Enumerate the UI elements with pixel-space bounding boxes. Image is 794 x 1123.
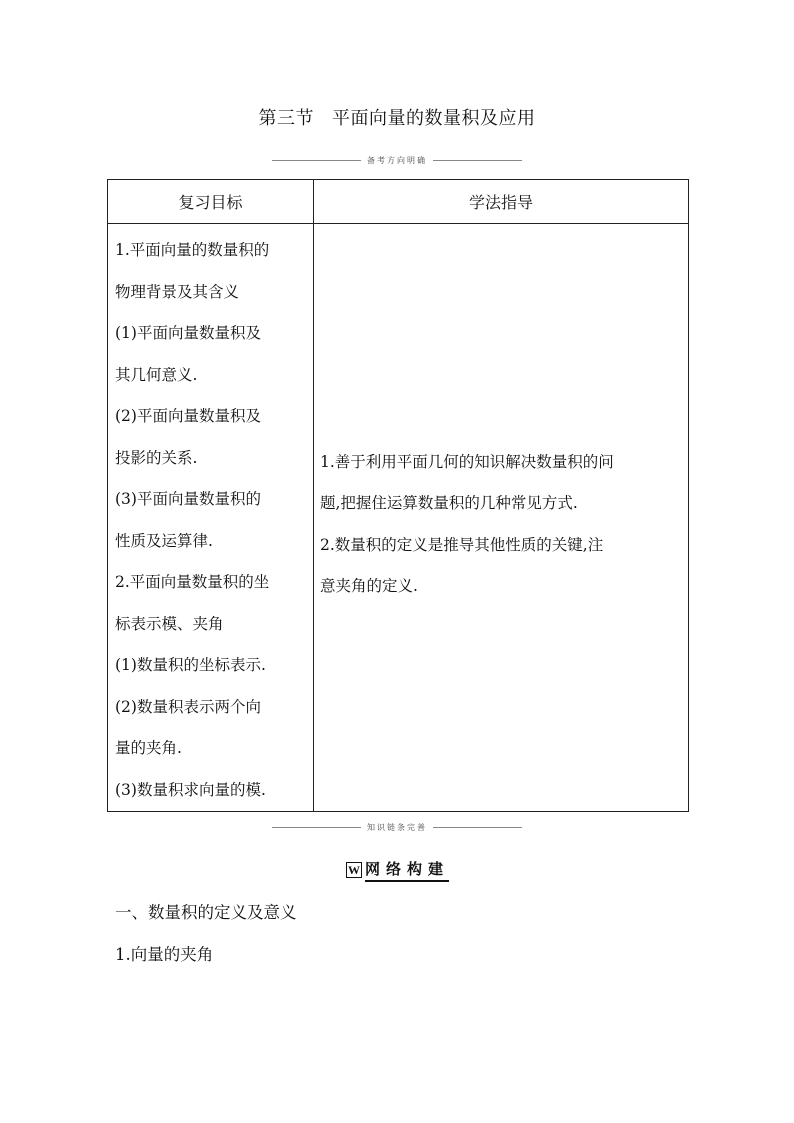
table-row bbox=[108, 224, 689, 812]
separator-line-right bbox=[433, 827, 522, 828]
goal-line: 性质及运算律. bbox=[115, 531, 213, 550]
header-review-goals: 复习目标 bbox=[108, 180, 314, 224]
guide-line: 题,把握住运算数量积的几种常见方式. bbox=[320, 494, 578, 512]
goal-line: 量的夹角. bbox=[115, 739, 182, 757]
separator-bottom bbox=[272, 819, 522, 835]
study-guide-cell bbox=[314, 224, 689, 812]
guide-line: 意夹角的定义. bbox=[320, 577, 418, 595]
goal-line: (2)平面向量数量积及 bbox=[115, 407, 261, 425]
separator-line-left bbox=[272, 827, 361, 828]
goal-line: (3)平面向量数量积的 bbox=[115, 490, 261, 508]
heading-dot-product-definition: 一、数量积的定义及意义 bbox=[115, 903, 297, 922]
section-title: 平面向量的数量积及应用 bbox=[332, 108, 536, 129]
separator-line-left bbox=[272, 160, 361, 161]
table-header-row bbox=[108, 180, 689, 224]
page-title bbox=[0, 104, 794, 130]
goal-line: 投影的关系. bbox=[115, 448, 198, 467]
separator-label: 备考方向明确 bbox=[367, 155, 427, 165]
section-badge bbox=[346, 858, 449, 882]
heading-vector-angle: 1.向量的夹角 bbox=[115, 945, 214, 964]
w-letter-icon: W bbox=[348, 862, 360, 877]
goal-line: 物理背景及其含义 bbox=[115, 282, 240, 301]
goal-line: 2.平面向量数量积的坐 bbox=[115, 573, 270, 591]
review-goals-table bbox=[107, 179, 689, 812]
separator-line-right bbox=[433, 160, 522, 161]
separator-label: 知识链条完善 bbox=[367, 822, 427, 832]
guide-line: 1.善于利用平面几何的知识解决数量积的问 bbox=[320, 452, 614, 471]
separator-top bbox=[272, 152, 522, 168]
guide-line: 2.数量积的定义是推导其他性质的关键,注 bbox=[320, 535, 604, 554]
goal-line: (2)数量积表示两个向 bbox=[115, 697, 261, 716]
badge-label: 网络构建 bbox=[365, 858, 449, 882]
goal-line: 标表示模、夹角 bbox=[115, 614, 224, 633]
review-goals-cell bbox=[108, 224, 314, 812]
study-guide-text bbox=[320, 442, 682, 608]
goal-line: (1)数量积的坐标表示. bbox=[115, 656, 266, 674]
goal-line: 其几何意义. bbox=[115, 365, 198, 384]
header-study-guide: 学法指导 bbox=[314, 180, 689, 224]
section-number: 第三节 bbox=[258, 108, 314, 129]
goal-line: (3)数量积求向量的模. bbox=[115, 780, 266, 799]
goal-line: 1.平面向量的数量积的 bbox=[115, 241, 270, 259]
goal-line: (1)平面向量数量积及 bbox=[115, 324, 261, 342]
